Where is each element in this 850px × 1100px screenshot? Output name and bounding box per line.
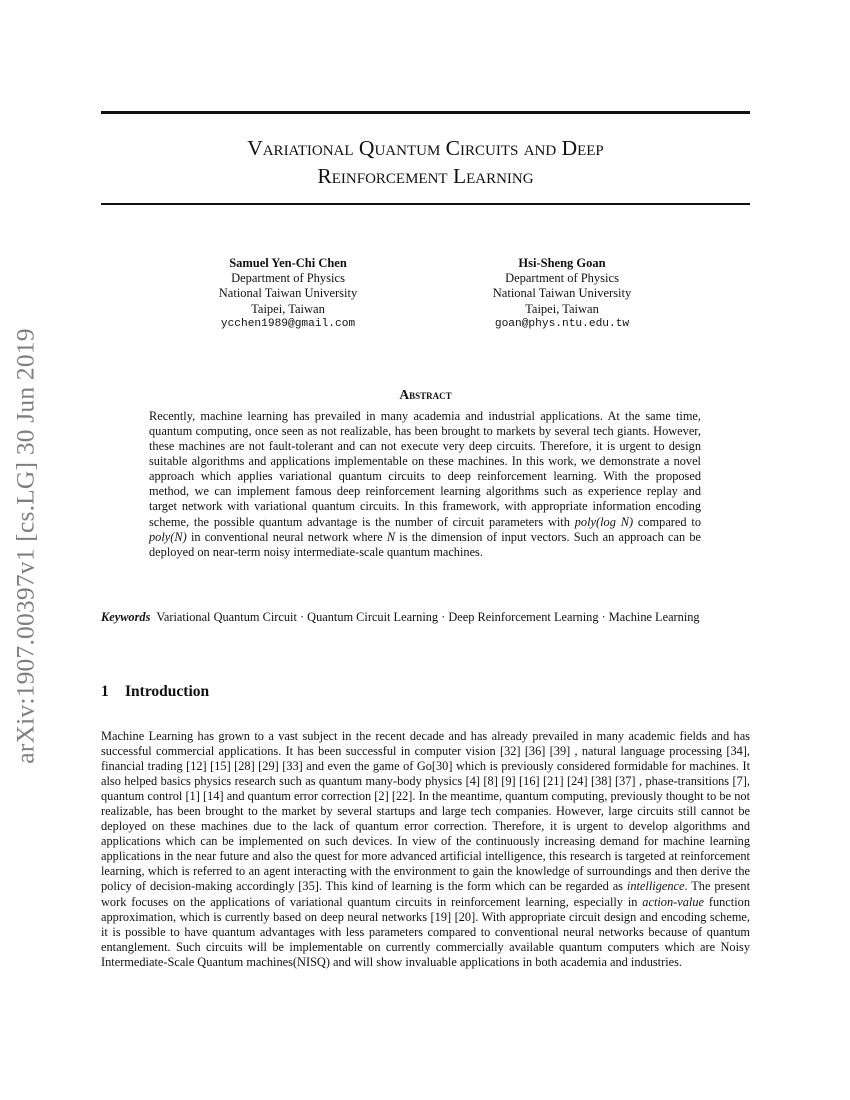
title-top-rule [101,111,750,114]
abstract-text: Recently, machine learning has prevailed in many academia and industrial applications. At the same time, quantum computing, once seen as not realizable, has been brought to markets by several tech giants. However, these machines are not fault-tolerant and can not execute very deep circuits. Therefore, it is urgent to design suitable algorithms and applications implementable on these machines. In this work, we demonstrate a novel approach which applies variational quantum circuits to deep reinforcement learning. With the proposed method, we can implement famous deep reinforcement learning algorithms such as experience replay and target network with variational quantum circuits. In this framework, with appropriate information encoding scheme, the possible quantum advantage is the number of circuit parameters with [149,409,701,529]
abstract-math: poly(log N) [574,514,634,529]
abstract-text: compared to [633,514,701,529]
intro-text: Machine Learning has grown to a vast subject in the recent decade and has already prevailed in many academic fields and has successful commercial applications. It has been successful in computer vision [32] [36] [39] , natural language processing [34], financial trading [12] [15] [28] [29] [33] and even the game of Go[30] which is previously considered formidable for machines. It also helped basics physics research such as quantum many-body physics [4] [8] [9] [16] [21] [24] [38] [37] , phase-transitions [7], quantum control [1] [14] and quantum error correction [2] [22]. In the meantime, quantum computing, previously thought to be not realizable, has been brought to the market by several startups and large tech companies. However, large circuits still cannot be deployed on these machines due to the lack of quantum error correction. Therefore, it is urgent to develop algorithms and applications which can be implemented on such devices. In view of the continuously increasing demand for machine learning applications in the near future and also the quest for more advanced artificial intelligence, this research is targeted at reinforcement learning, which is referred to an agent interacting with the environment to gain the knowledge of surroundings and then derive the policy of decision-making accordingly [35]. This kind of learning is the form which can be regarded as [101,729,750,894]
paper-title [101,134,750,190]
intro-emphasis: action-value [642,894,704,909]
abstract-math: N [386,529,396,544]
keywords-list: Variational Quantum Circuit · Quantum Circuit Learning · Deep Reinforcement Learning · Machine Learning [156,610,700,624]
author-location: Taipei, Taiwan [525,301,599,316]
abstract-math: poly(N) [149,529,187,544]
author-block-2 [447,256,677,332]
intro-text: . The present work focuses on the applications of variational quantum circuits in reinforcement learning, especially in [101,879,751,909]
abstract-text: is the dimension of input vectors. Such an approach can be deployed on near-term noisy intermediate-scale quantum machines. [149,529,701,559]
title-line-2: Reinforcement Learning [317,164,534,188]
author-department: Department of Physics [231,271,345,286]
keywords-label: Keywords [101,610,151,624]
section-heading-introduction [101,683,209,701]
author-name: Samuel Yen-Chi Chen [229,256,347,270]
author-department: Department of Physics [505,271,619,286]
title-line-1: Variational Quantum Circuits and Deep [247,136,604,160]
intro-text: function approximation, which is currently based on deep neural networks [19] [20]. With appropriate circuit design and encoding scheme, it is possible to have quantum advantages with less parameters compared to conventional neural networks because of quantum entanglement. Such circuits will be implementable on currently commercially available quantum computers which are Noisy Intermediate-Scale Quantum machines(NISQ) and will show invaluable applications in both academia and industries. [101,894,750,969]
abstract-body [149,409,701,560]
intro-emphasis: intelligence [626,879,685,894]
abstract-text: in conventional neural network where [186,529,387,544]
author-block-1 [173,256,403,332]
author-location: Taipei, Taiwan [251,301,325,316]
author-name: Hsi-Sheng Goan [518,256,606,270]
author-email[interactable]: ycchen1989@gmail.com [220,317,356,330]
author-email[interactable]: goan@phys.ntu.edu.tw [494,317,630,330]
introduction-body [101,729,750,970]
arxiv-stamp [4,296,48,796]
keywords [101,610,741,625]
author-university: National Taiwan University [218,286,358,301]
abstract-heading: Abstract [399,387,452,402]
title-bottom-rule [101,203,750,205]
author-university: National Taiwan University [492,286,632,301]
section-title: Introduction [125,683,210,700]
section-number: 1 [101,683,109,700]
arxiv-id: arXiv:1907.00397v1 [cs.LG] 30 Jun 2019 [11,328,41,764]
